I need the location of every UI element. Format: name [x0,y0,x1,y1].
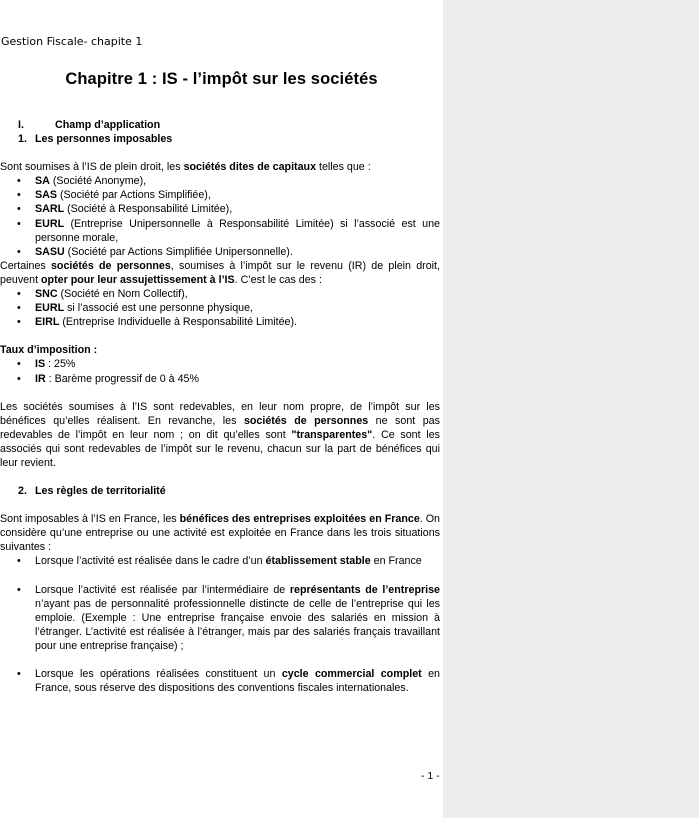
list-item: • SARL (Société à Responsabilité Limitée), [0,202,440,216]
persons-companies-list [0,287,440,329]
list-item: • SASU (Société par Actions Simplifiée Unipersonnelle). [0,245,440,259]
section-title: Champ d’application [55,119,161,131]
list-item: • IR : Barème progressif de 0 à 45% [0,372,440,386]
section-number: I. [18,119,24,131]
running-header: Gestion Fiscale- chapite 1 [1,35,143,48]
list-item: • Lorsque les opérations réalisées constituent un cycle commercial complet en France, sous réserve des dispositions des conventions fiscales internationales. [0,667,440,695]
capital-companies-list [0,174,440,259]
section-heading-champ [18,118,440,132]
subsection-heading-personnes [18,132,440,146]
list-item: • Lorsque l’activité est réalisée par l’intermédiaire de représentants de l’entreprise n’ayant pas de personnalité professionnelle distincte de celle de l’entreprise qui les emploie. (Exemple : Une entreprise française envoie des salariés en mission à l’étranger. L’activité est réalisée à l’étranger, mais par des salariés français travaillant pour une entreprise française) ; [0,583,440,653]
list-item: • EIRL (Entreprise Individuelle à Responsabilité Limitée). [0,315,440,329]
subsection-heading-territorialite [18,484,440,498]
list-item: • SA (Société Anonyme), [0,174,440,188]
territory-list [0,554,440,568]
subsection-title: Les règles de territorialité [35,485,166,498]
rates-heading: Taux d’imposition : [0,344,98,357]
subsection-title: Les personnes imposables [35,133,173,146]
background-margin [443,0,699,818]
list-item: • EURL si l’associé est une personne physique, [0,301,440,315]
subsection-number: 2. [18,485,27,498]
list-item: • IS : 25% [0,357,440,371]
liability-paragraph: Les sociétés soumises à l’IS sont redevables, en leur nom propre, de l’impôt sur les bénéfices qu’elles réalisent. En revanche, les sociétés de personnes ne sont pas redevables de l’impôt en leur nom ; on dit qu’elles sont "transparentes". Ce sont les associés qui sont redevables de l’impôt sur le revenu, chacun sur la part de bénéfices qui leur revient. [0,400,440,469]
page-number: - 1 - [421,770,440,782]
document-body [0,118,440,695]
subsection-number: 1. [18,133,27,146]
territory-list [0,583,440,653]
rates-list [0,357,440,385]
persons-paragraph: Certaines sociétés de personnes, soumises à l’impôt sur le revenu (IR) de plein droit, peuvent opter pour leur assujettissement à l’IS. C’est le cas des : [0,259,440,286]
territory-paragraph: Sont imposables à l’IS en France, les bénéfices des entreprises exploitées en France. On considère qu’une entreprise ou une activité est exploitée en France dans les trois situations suivantes : [0,513,440,554]
list-item: • SNC (Société en Nom Collectif), [0,287,440,301]
territory-list [0,667,440,695]
list-item: • EURL (Entreprise Unipersonnelle à Responsabilité Limitée) si l’associé est une personne morale, [0,217,440,245]
list-item: • SAS (Société par Actions Simplifiée), [0,188,440,202]
chapter-title: Chapitre 1 : IS - l’impôt sur les sociétés [65,70,378,88]
list-item: • Lorsque l’activité est réalisée dans le cadre d’un établissement stable en France [0,554,440,568]
intro-paragraph: Sont soumises à l’IS de plein droit, les sociétés dites de capitaux telles que : [0,161,371,174]
